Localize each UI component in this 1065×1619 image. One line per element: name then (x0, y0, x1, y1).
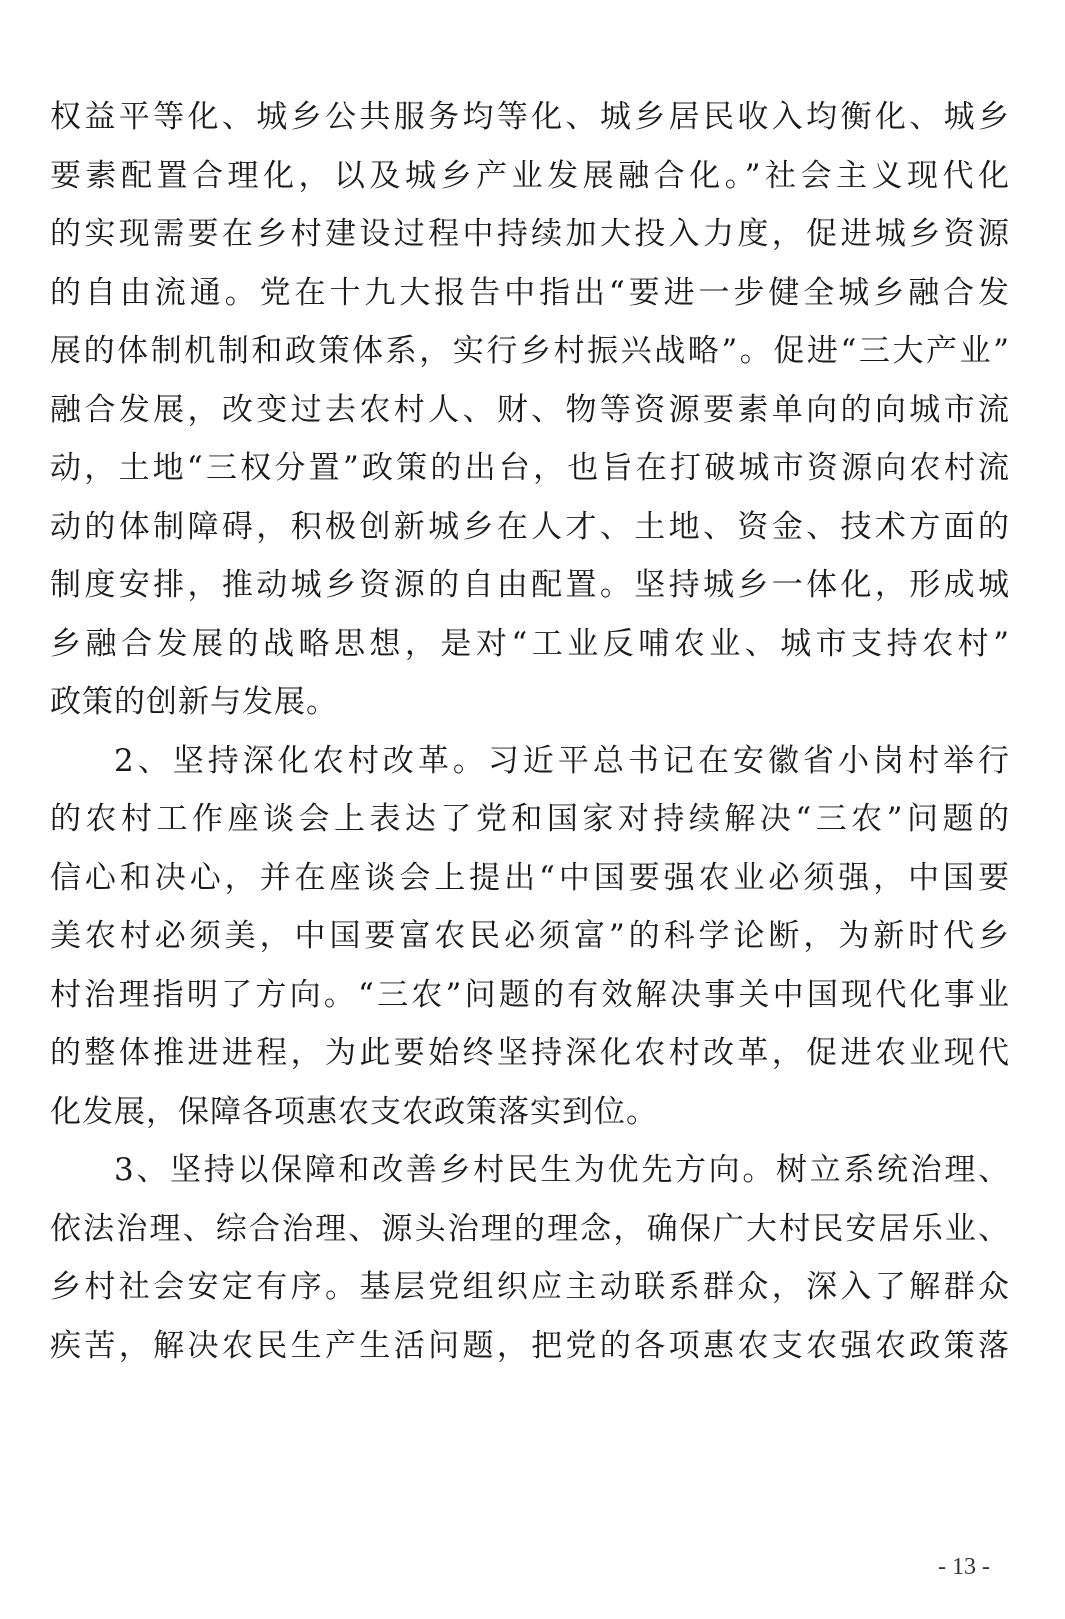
text-line-7: 动，土地“三权分置”政策的出台，也旨在打破城市资源向农村流 (50, 450, 1010, 486)
text-line-13: 的农村工作座谈会上表达了党和国家对持续解决“三农”问题的 (50, 801, 1010, 837)
text-line-3: 的实现需要在乡村建设过程中持续加大投入力度，促进城乡资源 (50, 216, 1010, 252)
text-line-2: 要素配置合理化，以及城乡产业发展融合化。”社会主义现代化 (50, 157, 1010, 194)
text-line-4: 的自由流通。党在十九大报告中指出“要进一步健全城乡融合发 (50, 274, 1010, 311)
body-text (50, 88, 1010, 1375)
text-line-10: 乡融合发展的战略思想，是对“工业反哺农业、城市支持农村” (50, 625, 1010, 662)
text-line-16: 村治理指明了方向。“三农”问题的有效解决事关中国现代化事业 (50, 976, 1010, 1013)
text-line-12: 2、坚持深化农村改革。习近平总书记在安徽省小岗村举行 (114, 742, 1010, 779)
text-line-21: 乡村社会安定有序。基层党组织应主动联系群众，深入了解群众 (50, 1269, 1010, 1305)
text-line-14: 信心和决心，并在座谈会上提出“中国要强农业必须强，中国要 (50, 859, 1010, 896)
text-line-22: 疾苦，解决农民生产生活问题，把党的各项惠农支农强农政策落 (50, 1327, 1010, 1364)
text-line-1: 权益平等化、城乡公共服务均等化、城乡居民收入均衡化、城乡 (50, 99, 1010, 135)
text-line-5: 展的体制机制和政策体系，实行乡村振兴战略”。促进“三大产业” (50, 333, 1010, 369)
text-line-17: 的整体推进进程，为此要始终坚持深化农村改革，促进农业现代 (50, 1035, 1010, 1071)
text-line-6: 融合发展，改变过去农村人、财、物等资源要素单向的向城市流 (50, 391, 1010, 428)
text-line-11: 政策的创新与发展。 (50, 684, 338, 720)
text-line-9: 制度安排，推动城乡资源的自由配置。坚持城乡一体化，形成城 (50, 567, 1010, 603)
text-line-19: 3、坚持以保障和改善乡村民生为优先方向。树立系统治理、 (114, 1152, 1010, 1188)
text-line-18: 化发展，保障各项惠农支农政策落实到位。 (50, 1093, 658, 1130)
page-number: - 13 - (938, 1554, 990, 1580)
text-line-8: 动的体制障碍，积极创新城乡在人才、土地、资金、技术方面的 (50, 508, 1010, 545)
text-line-15: 美农村必须美，中国要富农民必须富”的科学论断，为新时代乡 (50, 918, 1010, 954)
text-line-20: 依法治理、综合治理、源头治理的理念，确保广大村民安居乐业、 (50, 1210, 1010, 1247)
